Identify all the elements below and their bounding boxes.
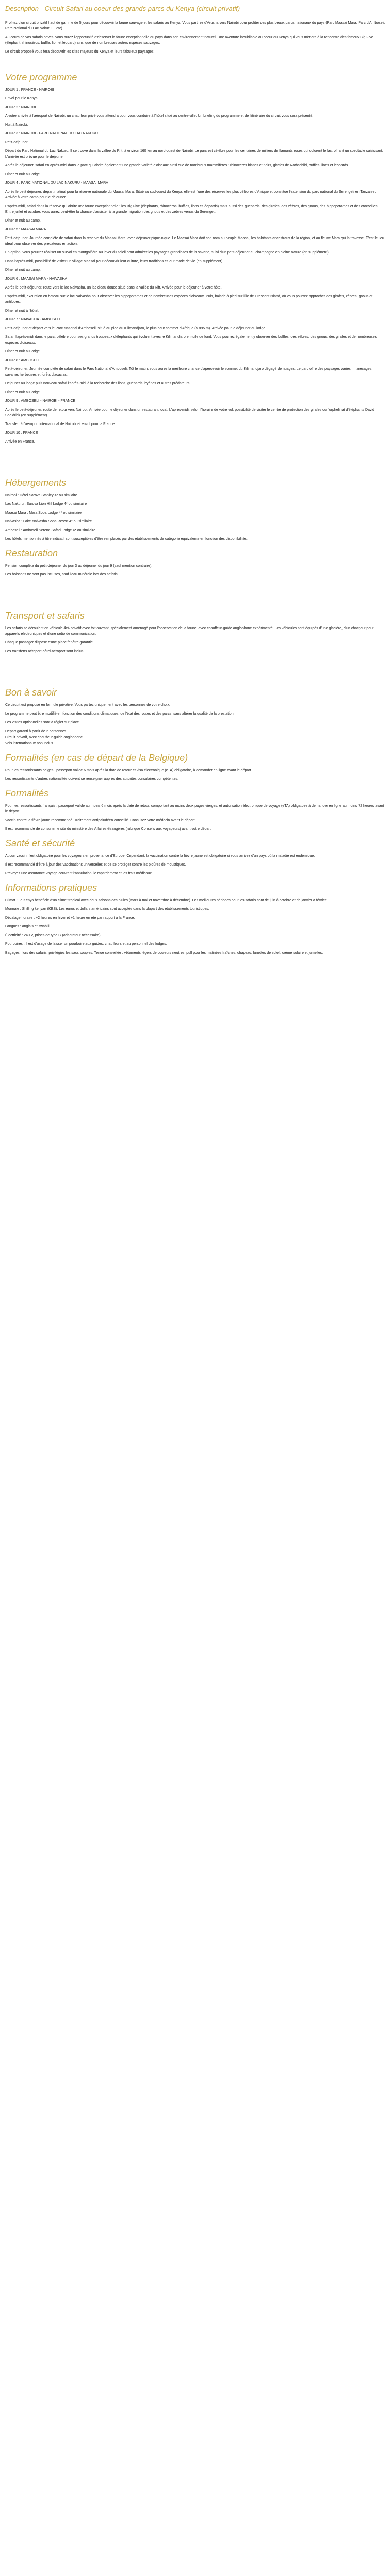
day-title: JOUR 4 : PARC NATIONAL DU LAC NAKURU - MAASAI MARA (5, 181, 108, 185)
day-text: Petit-déjeuner. Journée complète de safari dans le Parc National d'Amboseli. Tôt le matin, vous aurez la meilleure chance d'apercevoir le sommet du Kilimandjaro dégagé de nuages. Le parc offre des paysages variés : marécages, savanes herbeuses et forêts d'acacias. (5, 367, 373, 377)
document-page (0, 0, 391, 972)
formalities-be-heading: Formalités (en cas de départ de la Belgique) (5, 753, 188, 763)
good-to-know-text: Le programme peut être modifié en fonction des conditions climatiques, de l'état des routes et des parcs, sans altérer la qualité de la prestation. (5, 712, 235, 716)
formalities-section (5, 788, 386, 832)
practical-text: Électricité : 240 V, prises de type G (adaptateur nécessaire). (5, 934, 102, 937)
day-text: L'après-midi, safari dans la réserve qui abrite une faune exceptionnelle : les Big Five (éléphants, rhinocéros, buffles, lions et léopards) mais aussi des guépards, des girafes, des zèbres, des gnous, des hippopotames et des crocodiles. Entre juillet et octobre, vous aurez peut-être la chance d'assister à la grande migration des gnous et des zèbres venus du Serengeti. (5, 205, 379, 214)
transport-section (5, 611, 386, 654)
practical-text: Langues : anglais et swahili. (5, 925, 51, 928)
hotels-heading: Hébergements (5, 478, 67, 488)
health-heading: Santé et sécurité (5, 838, 75, 849)
formalities-be-text: Pour les ressortissants belges : passeport valide 6 mois après la date de retour et visa électronique (eTA) obligatoire, à demander en ligne avant le départ. (5, 769, 252, 772)
formalities-text: Il est recommandé de consulter le site du ministère des Affaires étrangères (rubrique Conseils aux voyageurs) avant votre départ. (5, 827, 212, 831)
day-block (5, 180, 386, 224)
day-title: JOUR 1 : FRANCE - NAIROBI (5, 88, 54, 92)
day-text: A votre arrivée à l'aéroport de Nairobi, un chauffeur privé vous attendra pour vous conduire à l'hôtel situé au centre-ville. Un briefing du programme et de l'itinéraire du circuit vous sera présenté. (5, 114, 314, 118)
restauration-section (5, 548, 386, 578)
good-to-know-heading: Bon à savoir (5, 687, 57, 698)
hotel-note: Les hôtels mentionnés à titre indicatif sont susceptibles d'être remplacés par des établissements de catégorie équivalente en fonction des disponibilités. (5, 537, 248, 541)
transport-heading: Transport et safaris (5, 611, 85, 621)
day-block (5, 358, 386, 395)
day-text: Transfert à l'aéroport international de Nairobi et envol pour la France. (5, 422, 116, 426)
good-to-know-text: Les visites optionnelles sont à régler sur place. (5, 721, 80, 724)
good-to-know-section (5, 687, 386, 747)
day-text: Après le petit déjeuner, départ matinal pour la réserve nationale du Maasai Mara. Situé au sud-ouest du Kenya, elle est l'une des réserves les plus célèbres d'Afrique et constitue l'extension du parc national du Serengeti en Tanzanie. Arrivée à votre camp pour le déjeuner. (5, 190, 376, 199)
day-block (5, 131, 386, 177)
day-text: Dîner et nuit au lodge. (5, 173, 41, 176)
day-text: Après le déjeuner, safari en après-midi dans le parc qui abrite également une grande variété d'oiseaux ainsi que de nombreux mammifères : rhinocéros blancs et noirs, girafes de Rothschild, buffles, lions et léopards. (5, 164, 349, 167)
day-block (5, 227, 386, 273)
restauration-heading: Restauration (5, 548, 58, 558)
health-text: Prévoyez une assurance voyage couvrant l'annulation, le rapatriement et les frais médicaux. (5, 872, 153, 875)
day-text: Départ du Parc National du Lac Nakuru. Il se trouve dans la vallée du Rift, à environ 160 km au nord-ouest de Nairobi. Le parc est célèbre pour les centaines de milliers de flamants roses qui colorent le lac, offrant un spectacle saisissant. L'arrivée est prévue pour le déjeuner. (5, 149, 383, 159)
formalities-be-section (5, 753, 386, 782)
practical-text: Pourboires : il est d'usage de laisser un pourboire aux guides, chauffeurs et au personnel des lodges. (5, 942, 167, 946)
day-subtitle: Arrivée en France. (5, 440, 35, 444)
intro-paragraph: Profitez d'un circuit privatif haut de gamme de 5 jours pour découvrir la faune sauvage et les safaris au Kenya. Vous partirez d'Arusha vers Nairobi pour profiter des plus beaux parcs nationaux du pays (Parc Maasai Mara, Parc d'Amboseli, Parc National du Lac Nakuru ... etc). (5, 21, 385, 30)
day-text: Après le petit-déjeuner, route vers le lac Naivasha, un lac d'eau douce situé dans la vallée du Rift. Arrivée pour le déjeuner à votre hôtel. (5, 286, 223, 290)
itinerary-heading: Votre programme (5, 72, 77, 82)
practical-heading: Informations pratiques (5, 883, 97, 893)
intro-section (5, 20, 386, 55)
day-text: Dîner et nuit au camp. (5, 268, 41, 272)
hotels-section (5, 478, 386, 542)
day-text: Dîner et nuit au camp. (5, 219, 41, 223)
day-title: JOUR 9 : AMBOSELI - NAIROBI - FRANCE (5, 399, 76, 403)
day-title: JOUR 5 : MAASAI MARA (5, 228, 46, 231)
practical-text: Bagages : lors des safaris, privilégiez les sacs souples. Tenue conseillée : vêtements légers de couleurs neutres, pull pour les matinées fraîches, chapeau, lunettes de soleil, crème solaire et jumelles. (5, 951, 323, 955)
day-title: JOUR 3 : NAIROBI - PARC NATIONAL DU LAC NAKURU (5, 132, 98, 135)
hotel-line: Amboseli : Amboseli Serena Safari Lodge 4* ou similaire (5, 529, 96, 532)
practical-text: Monnaie : Shilling kenyan (KES). Les euros et dollars américains sont acceptés dans la plupart des établissements touristiques. (5, 907, 209, 911)
day-text: Dîner et nuit au lodge. (5, 391, 41, 394)
day-text: Nuit à Nairobi. (5, 123, 28, 127)
day-subtitle: Envol pour le Kenya (5, 97, 38, 100)
day-text: En option, vous pourrez réaliser un survol en montgolfière au lever du soleil pour admirer les paysages grandioses de la savane, suivi d'un petit-déjeuner au champagne en pleine nature (en supplément). (5, 251, 330, 255)
restauration-text: Les boissons ne sont pas incluses, sauf l'eau minérale lors des safaris. (5, 573, 119, 577)
day-text: Safari l'après-midi dans le parc, célèbre pour ses grands troupeaux d'éléphants qui évoluent avec le Kilimandjaro en toile de fond. Vous pourrez également y observer des buffles, des zèbres, des gnous, des girafes et de nombreuses espèces d'oiseaux. (5, 335, 377, 345)
hotel-line: Nairobi : Hôtel Sarova Stanley 4* ou similaire (5, 494, 77, 497)
day-title: JOUR 10 : FRANCE (5, 431, 38, 435)
transport-text: Chaque passager dispose d'une place fenêtre garantie. (5, 641, 94, 645)
hotel-line: Maasai Mara : Mara Sopa Lodge 4* ou similaire (5, 511, 82, 515)
hotel-line: Naivasha : Lake Naivasha Sopa Resort 4* ou similaire (5, 520, 92, 523)
day-text: Après le petit-déjeuner, route de retour vers Nairobi. Arrivée pour le déjeuner dans un restaurant local. L'après-midi, selon l'horaire de votre vol, possibilité de visiter le centre de protection des girafes ou l'orphelinat d'éléphants David Sheldrick (en supplément). (5, 408, 374, 417)
day-block (5, 398, 386, 427)
itinerary-section (5, 72, 386, 445)
good-to-know-text: Ce circuit est proposé en formule privative. Vous partez uniquement avec les personnes de votre choix. (5, 703, 170, 707)
health-text: Il est recommandé d'être à jour des vaccinations universelles et de se protéger contre les piqûres de moustiques. (5, 863, 186, 867)
day-block (5, 430, 386, 445)
list-item: Départ garanti à partir de 2 personnes (5, 730, 67, 733)
formalities-heading: Formalités (5, 788, 49, 799)
day-text: Dans l'après-midi, possibilité de visiter un village Maasai pour découvrir leur culture, leurs traditions et leur mode de vie (en supplément). (5, 260, 224, 263)
day-title: JOUR 7 : NAIVASHA - AMBOSELI (5, 318, 60, 321)
day-text: Petit-déjeuner. Journée complète de safari dans la réserve du Maasai Mara, avec déjeuner pique-nique. Le Maasai Mara doit son nom au peuple Maasai, les habitants ancestraux de la région, et au fleuve Mara qui la traverse. C'est le lieu idéal pour observer des prédateurs en action. (5, 236, 384, 246)
practical-section (5, 883, 386, 956)
day-text: Dîner et nuit au lodge. (5, 350, 41, 353)
restauration-text: Pension complète du petit-déjeuner du jour 3 au déjeuner du jour 9 (sauf mention contraire). (5, 564, 153, 568)
hotel-line: Lac Nakuru : Sarova Lion Hill Lodge 4* ou similaire (5, 502, 87, 506)
day-text: Déjeuner au lodge puis nouveau safari l'après-midi à la recherche des lions, guépards, hyènes et autres prédateurs. (5, 382, 191, 385)
day-text: L'après-midi, excursion en bateau sur le lac Naivasha pour observer les hippopotames et de nombreuses espèces d'oiseaux. Puis, balade à pied sur l'île de Crescent Island, où vous pourrez approcher des girafes, zèbres, gnous et antilopes. (5, 295, 373, 304)
day-title: JOUR 6 : MAASAI MARA - NAIVASHA (5, 277, 68, 281)
list-item: Circuit privatif, avec chauffeur-guide anglophone (5, 736, 83, 739)
intro-paragraph: Le circuit proposé vous fera découvrir les sites majeurs du Kenya et leurs fabuleux paysages. (5, 50, 155, 54)
practical-text: Décalage horaire : +2 heures en hiver et +1 heure en été par rapport à la France. (5, 916, 135, 920)
day-title: JOUR 2 : NAIROBI (5, 106, 36, 109)
transport-text: Les safaris se déroulent en véhicule 4x4 privatif avec toit ouvrant, spécialement aménagé pour l'observation de la faune, avec chauffeur-guide anglophone expérimenté. Les véhicules sont équipés d'une glacière, d'un chargeur pour appareils électroniques et d'une radio de communication. (5, 626, 374, 636)
day-block (5, 317, 386, 354)
formalities-be-text: Les ressortissants d'autres nationalités doivent se renseigner auprès des autorités consulaires compétentes. (5, 777, 178, 781)
day-subtitle: Petit-déjeuner. (5, 141, 29, 144)
health-text: Aucun vaccin n'est obligatoire pour les voyageurs en provenance d'Europe. Cependant, la vaccination contre la fièvre jaune est obligatoire si vous arrivez d'un pays où la maladie est endémique. (5, 854, 315, 858)
day-block (5, 105, 386, 128)
formalities-text: Pour les ressortissants français : passeport valide au moins 6 mois après la date de retour, comportant au moins deux pages vierges, et autorisation électronique de voyage (eTA) obligatoire à demander en ligne au moins 72 heures avant le départ. (5, 804, 384, 814)
practical-text: Climat : Le Kenya bénéficie d'un climat tropical avec deux saisons des pluies (mars à mai et novembre à décembre). Les meilleures périodes pour les safaris sont de juin à octobre et de janvier à février. (5, 899, 327, 902)
day-text: Dîner et nuit à l'hôtel. (5, 309, 39, 313)
day-block (5, 87, 386, 101)
list-item: Vols internationaux non inclus (5, 742, 53, 745)
formalities-text: Vaccin contre la fièvre jaune recommandé. Traitement antipaludéen conseillé. Consultez votre médecin avant le départ. (5, 819, 196, 822)
good-to-know-list (5, 728, 386, 747)
health-section (5, 838, 386, 876)
day-title: JOUR 8 : AMBOSELI (5, 359, 40, 362)
transport-text: Les transferts aéroport-hôtel-aéroport sont inclus. (5, 650, 85, 653)
intro-paragraph: Au cours de vos safaris privés, vous aurez l'opportunité d'observer la faune exceptionnelle du pays dans son environnement naturel. Une aventure inoubliable au coeur du Kenya qui vous mènera à la rencontre des fameux Big Five (éléphant, rhinocéros, buffle, lion et léopard) ainsi que de nombreuses autres espèces sauvages. (5, 36, 373, 45)
day-block (5, 276, 386, 314)
day-text: Petit-déjeuner et départ vers le Parc National d'Amboseli, situé au pied du Kilimandjaro, le plus haut sommet d'Afrique (5 895 m). Arrivée pour le déjeuner au lodge. (5, 327, 267, 330)
document-title: Description - Circuit Safari au coeur des grands parcs du Kenya (circuit privatif) (5, 5, 240, 12)
